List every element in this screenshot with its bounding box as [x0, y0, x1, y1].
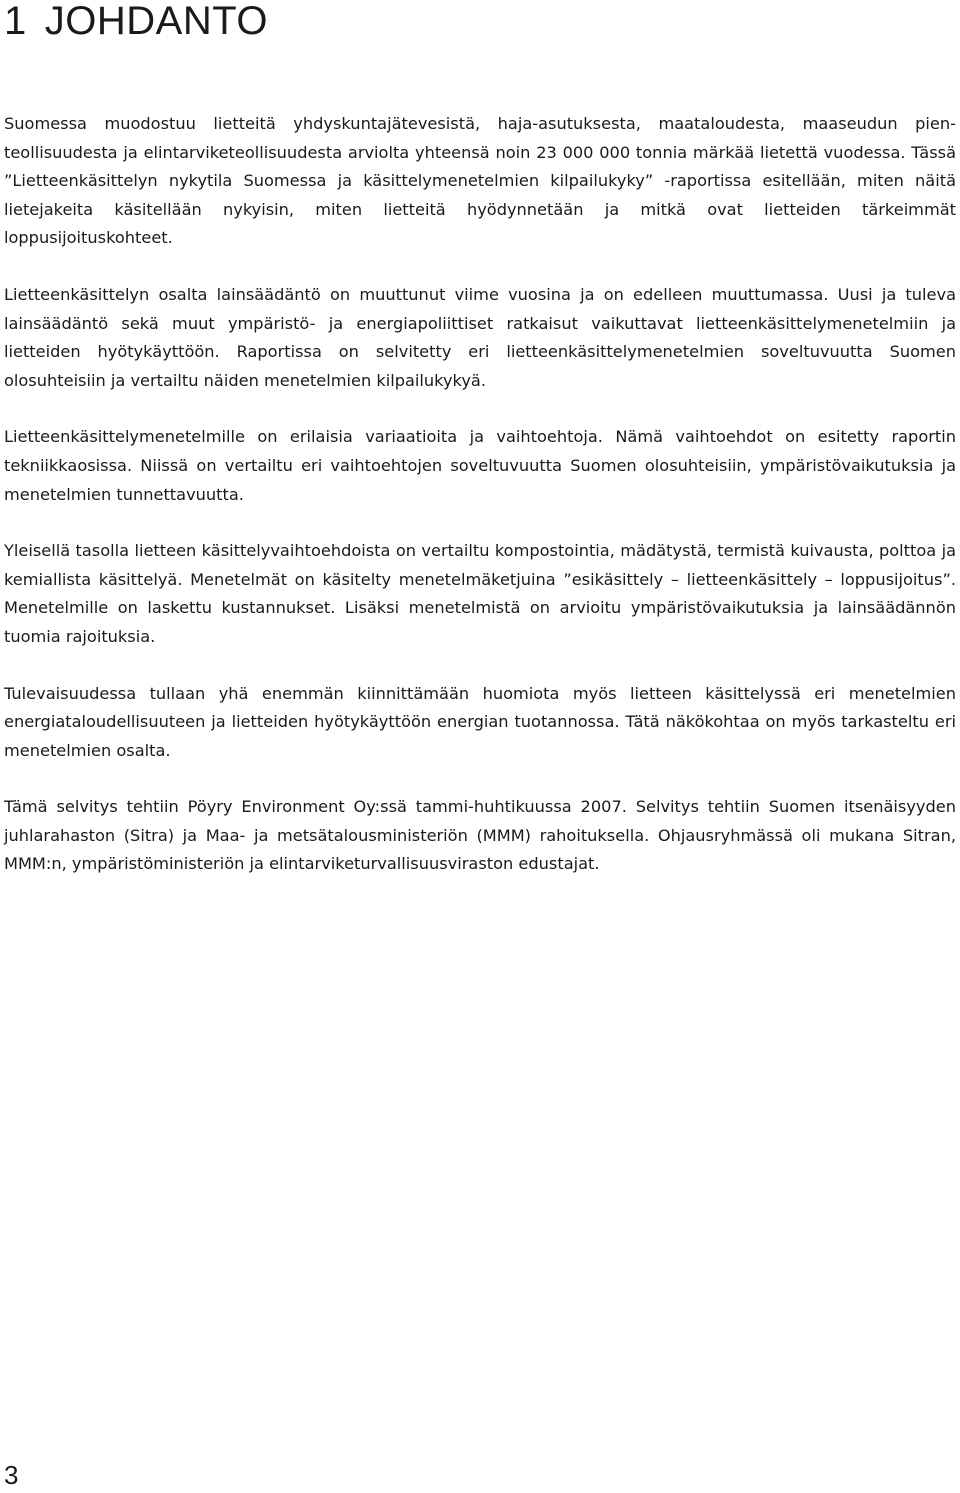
section-number: 1	[4, 0, 27, 43]
section-heading	[4, 0, 268, 44]
body-text	[4, 110, 956, 907]
page-number: 3	[4, 1460, 19, 1490]
paragraph-intro: Suomessa muodostuu lietteitä yhdyskuntajätevesistä, haja-asutuksesta, maataloudesta, maaseudun pienteollisuudesta ja elintarviketeollisuudesta arviolta yhteensä noin 23 000 000 tonnia märkää lietettä vuodessa. Tässä ”Lietteenkäsittelyn nykytila Suomessa ja käsittelymenetelmien kilpailukyky” -raportissa esitellään, miten näitä lietejakeita käsitellään nykyisin, miten lietteitä hyödynnetään ja mitkä ovat lietteiden tärkeimmät loppusijoituskohteet.	[4, 114, 956, 248]
paragraph-funding: Tämä selvitys tehtiin Pöyry Environment Oy:ssä tammi-huhtikuussa 2007. Selvitys tehtiin Suomen itsenäisyyden juhlarahaston (Sitra) ja Maa- ja metsätalousministeriön (MMM) rahoituksella. Ohjausryhmässä oli mukana Sitran, MMM:n, ympäristöministeriön ja elintarviketurvallisuusviraston edustajat.	[4, 797, 956, 874]
paragraph-variations: Lietteenkäsittelymenetelmille on erilaisia variaatioita ja vaihtoehtoja. Nämä vaihtoehdot on esitetty raportin tekniikkaosissa. Niissä on vertailtu eri vaihtoehtojen soveltuvuutta Suomen olosuhteisiin, ympäristövaikutuksia ja menetelmien tunnettavuutta.	[4, 427, 956, 504]
paragraph-future: Tulevaisuudessa tullaan yhä enemmän kiinnittämään huomiota myös lietteen käsittelyssä eri menetelmien energiataloudellisuuteen ja lietteiden hyötykäyttöön energian tuotannossa. Tätä näkökohtaa on myös tarkasteltu eri menetelmien osalta.	[4, 683, 956, 760]
paragraph-methods: Yleisellä tasolla lietteen käsittelyvaihtoehdoista on vertailtu kompostointia, mädätystä, termistä kuivausta, polttoa ja kemiallista käsittelyä. Menetelmät on käsitelty menetelmäketjuina ”esikäsittely – lietteenkäsittely – loppusijoitus”. Menetelmille on laskettu kustannukset. Lisäksi menetelmistä on arvioitu ympäristövaikutuksia ja lainsäädännön tuomia rajoituksia.	[4, 541, 956, 646]
paragraph-legislation: Lietteenkäsittelyn osalta lainsäädäntö on muuttunut viime vuosina ja on edelleen muuttumassa. Uusi ja tuleva lainsäädäntö sekä muut ympäristö- ja energiapoliittiset ratkaisut vaikuttavat lietteenkäsittelymenetelmiin ja lietteiden hyötykäyttöön. Raportissa on selvitetty eri lietteenkäsittelymenetelmien soveltuvuutta Suomen olosuhteisiin ja vertailtu näiden menetelmien kilpailukykyä.	[4, 284, 956, 390]
section-title: JOHDANTO	[44, 0, 269, 43]
